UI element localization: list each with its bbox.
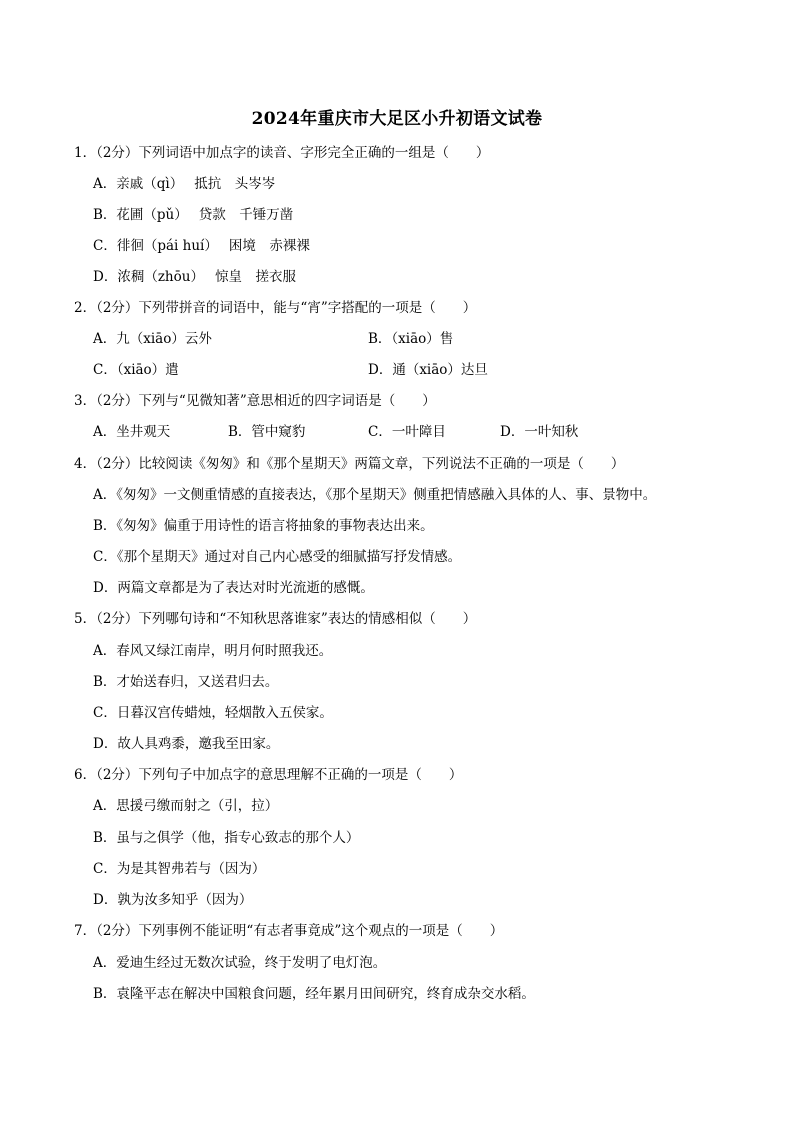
question-1-stem: 1．（2分）下列词语中加点字的读音、字形完全正确的一组是（ ） — [74, 145, 490, 161]
question-2-option-a: A．九（xiāo）云外 — [93, 331, 212, 347]
question-2-option-b: B．（xiāo）售 — [368, 331, 454, 347]
question-5-option-c: C．日暮汉宫传蜡烛，轻烟散入五侯家。 — [93, 705, 333, 721]
question-2-option-d: D．通（xiāo）达旦 — [368, 362, 488, 378]
question-4-stem: 4．（2分）比较阅读《匆匆》和《那个星期天》两篇文章，下列说法不正确的一项是（ ） — [74, 456, 625, 472]
question-7-option-a: A．爱迪生经过无数次试验，终于发明了电灯泡。 — [93, 955, 387, 971]
question-5-option-b: B．才始送春归，又送君归去。 — [93, 674, 279, 690]
question-1-option-d: D．浓稠（zhōu） 惊皇 搓衣服 — [93, 269, 296, 285]
question-7-option-b: B．袁隆平志在解决中国粮食问题，经年累月田间研究，终育成杂交水稻。 — [93, 986, 535, 1002]
question-6-stem: 6．（2分）下列句子中加点字的意思理解不正确的一项是（ ） — [74, 767, 463, 783]
question-3-stem: 3．（2分）下列与“见微知著”意思相近的四字词语是（ ） — [74, 393, 436, 409]
question-3-option-a: A．坐井观天 — [93, 424, 171, 440]
question-3-option-d: D．一叶知秋 — [500, 424, 579, 440]
question-3-option-b: B．管中窥豹 — [228, 424, 306, 440]
question-1-option-a: A．亲戚（qì） 抵抗 头岑岑 — [93, 176, 276, 192]
question-4-option-b: B．《匆匆》偏重于用诗性的语言将抽象的事物表达出来。 — [93, 518, 434, 534]
question-5-option-d: D．故人具鸡黍，邀我至田家。 — [93, 736, 280, 752]
question-7-stem: 7．（2分）下列事例不能证明“有志者事竟成”这个观点的一项是（ ） — [74, 923, 504, 939]
question-4-option-c: C．《那个星期天》通过对自己内心感受的细腻描写抒发情感。 — [93, 549, 462, 565]
question-6-option-a: A．思援弓缴而射之（引，拉） — [93, 798, 279, 814]
question-2-stem: 2．（2分）下列带拼音的词语中，能与“宵”字搭配的一项是（ ） — [74, 300, 477, 316]
question-5-stem: 5．（2分）下列哪句诗和“不知秋思落谁家”表达的情感相似（ ） — [74, 611, 477, 627]
question-2-option-c: C．（xiāo）遣 — [93, 362, 179, 378]
question-4-option-d: D．两篇文章都是为了表达对时光流逝的感慨。 — [93, 580, 374, 596]
question-6-option-b: B．虽与之俱学（他，指专心致志的那个人） — [93, 830, 360, 846]
question-4-option-a: A．《匆匆》一文侧重情感的直接表达，《那个星期天》侧重把情感融入具体的人、事、景物中。 — [93, 487, 657, 503]
question-5-option-a: A．春风又绿江南岸，明月何时照我还。 — [93, 643, 333, 659]
question-1-option-b: B．花圃（pǔ） 贷款 千锤万凿 — [93, 207, 294, 223]
question-6-option-c: C．为是其智弗若与（因为） — [93, 861, 266, 877]
question-6-option-d: D．孰为汝多知乎（因为） — [93, 892, 253, 908]
page-title: 2024年重庆市大足区小升初语文试卷 — [251, 109, 543, 129]
question-1-option-c: C．徘徊（pái huí） 困境 赤裸裸 — [93, 238, 310, 254]
question-3-option-c: C．一叶障目 — [368, 424, 446, 440]
